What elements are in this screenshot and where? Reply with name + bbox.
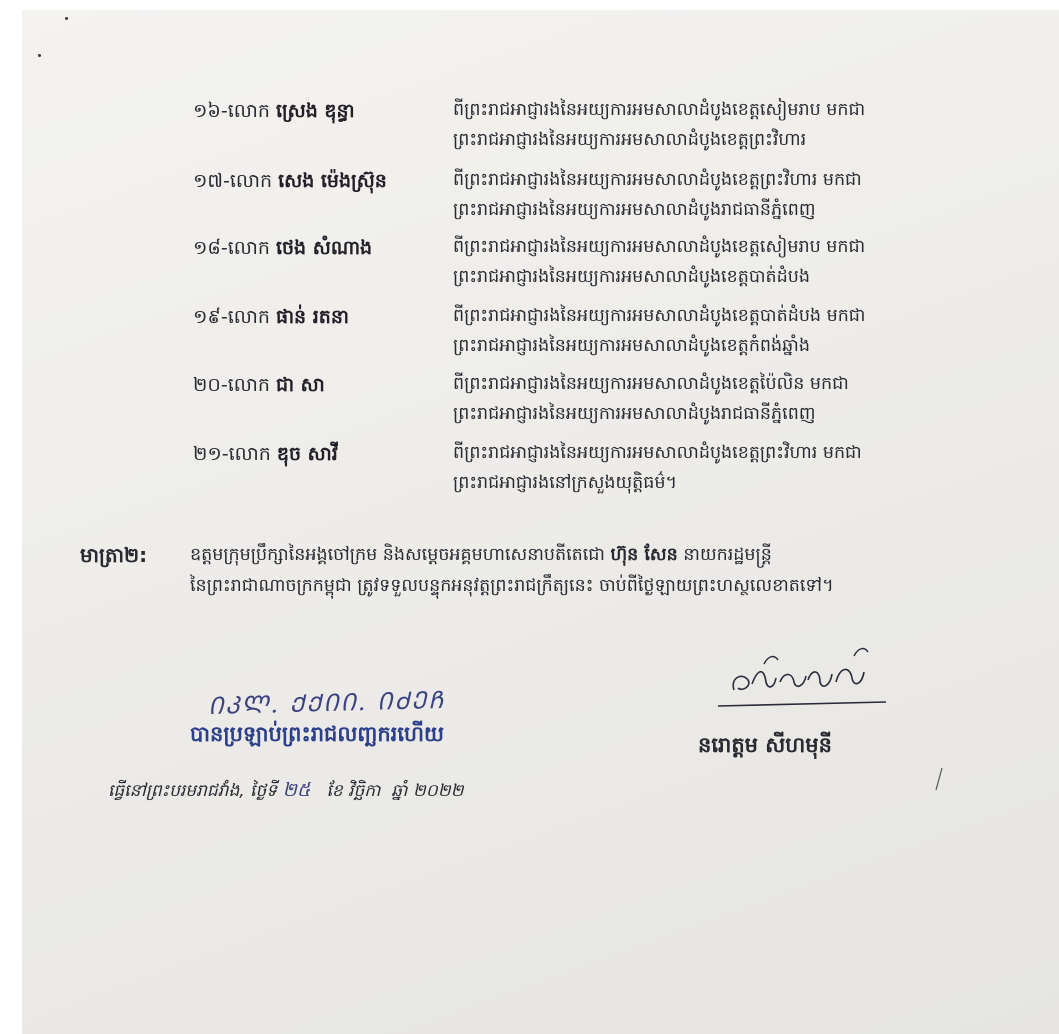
entry-number: ១៨- (193, 237, 228, 259)
entry-desc-line1: ពីព្រះរាជអាជ្ញារងនៃអយ្យការអមសាលាដំបូងខេត្តព្រះវិហារ មកជា (453, 170, 862, 190)
appointment-entry (193, 232, 993, 294)
entry-person-name: ជា សា (275, 374, 325, 396)
pen-mark-graphic (932, 766, 946, 792)
place-and-date (108, 778, 464, 806)
date-year: ឆ្នាំ ២០២២ (391, 781, 464, 801)
entry-desc-line2: ព្រះរាជអាជ្ញារងនៃអយ្យការអមសាលាដំបូងរាជធានីភ្នំពេញ (453, 404, 816, 424)
article-label: មាត្រា២: (80, 543, 148, 567)
paper-speck (65, 17, 68, 20)
entry-person-name: ស្រេង ឌុន្ធា (275, 100, 355, 122)
entry-title: លោក (227, 374, 270, 396)
entry-title: លោក (228, 443, 271, 465)
entry-number: ២០- (193, 374, 228, 396)
document-page (22, 10, 1059, 1034)
entry-desc-line1: ពីព្រះរាជអាជ្ញារងនៃអយ្យការអមសាលាដំបូងខេត្តសៀមរាប មកជា (453, 237, 866, 257)
article-body (190, 540, 1040, 602)
entry-number: ១៩- (193, 306, 228, 328)
entry-description (453, 438, 993, 498)
place-date-prefix: ធ្វើនៅព្រះបរមរាជវាំង, ថ្ងៃទី (108, 781, 278, 801)
entry-desc-line2: ព្រះរាជអាជ្ញារងនៅក្រសួងយុត្តិធម៌។ (453, 473, 678, 493)
royal-signature-graphic (712, 638, 892, 716)
paper-speck (38, 54, 41, 57)
entry-number: ១៧- (193, 170, 230, 192)
article-line1-end: នាយករដ្ឋមន្ត្រី (677, 545, 772, 565)
article-highlight-name: ហ៊ុន សែន (610, 545, 678, 565)
entry-number: ១៦- (193, 100, 228, 122)
article-line1 (190, 540, 1040, 571)
article-line1-start: ឧត្តមក្រុមប្រឹក្សានៃអង្គចៅក្រម និងសម្តេចអគ្គមហាសេនាបតីតេជោ (190, 545, 611, 565)
entry-desc-line2: ព្រះរាជអាជ្ញារងនៃអយ្យការអមសាលាដំបូងខេត្តព្រះវិហារ (453, 130, 807, 150)
entry-name-line (193, 305, 349, 329)
entry-desc-line2: ព្រះរាជអាជ្ញារងនៃអយ្យការអមសាលាដំបូងរាជធានីភ្នំពេញ (453, 200, 816, 220)
appointment-entry (193, 369, 993, 431)
signer-name: នរោត្តម សីហមុនី (698, 733, 832, 757)
entry-person-name: ឌុច សាវី (276, 443, 338, 465)
entry-desc-line1: ពីព្រះរាជអាជ្ញារងនៃអយ្យការអមសាលាដំបូងខេត្តប៉ៃលិន មកជា (453, 374, 849, 394)
date-month: ខែ វិច្ឆិកា (326, 781, 381, 801)
entry-description (453, 301, 993, 361)
appointment-entry (193, 95, 993, 157)
entry-desc-line2: ព្រះរាជអាជ្ញារងនៃអយ្យការអមសាលាដំបូងខេត្តបាត់ដំបង (453, 267, 810, 287)
entry-description (453, 165, 993, 225)
appointment-entry (193, 165, 993, 227)
appointment-entry (193, 301, 993, 363)
entry-name-line (193, 236, 372, 260)
handwritten-day: ២៥ (282, 779, 311, 801)
entry-number: ២១- (193, 443, 229, 465)
entry-name-line (193, 373, 325, 397)
entry-description (453, 95, 993, 155)
entry-person-name: សេង ម៉េងស្រ៊ុន (278, 170, 387, 192)
entry-desc-line1: ពីព្រះរាជអាជ្ញារងនៃអយ្យការអមសាលាដំបូងខេត្តសៀមរាប មកជា (453, 100, 866, 120)
entry-title: លោក (227, 237, 270, 259)
entry-title: លោក (229, 170, 273, 192)
appointment-entry (193, 438, 993, 500)
entry-description (453, 232, 993, 292)
handwritten-registration-number: ᲘᲙᲚ. ᲥᲥᲘᲘ. ᲘᲫᲔᲩ (207, 685, 446, 721)
promulgation-stamp-text: បានប្រឡាប់ព្រះរាជលញ្ឆករហើយ (190, 722, 444, 746)
entry-description (453, 369, 993, 429)
entry-desc-line1: ពីព្រះរាជអាជ្ញារងនៃអយ្យការអមសាលាដំបូងខេត្តបាត់ដំបង មកជា (453, 306, 866, 326)
entry-person-name: ផាន់ រតនា (275, 306, 349, 328)
article-line2: នៃព្រះរាជាណាចក្រកម្ពុជា ត្រូវទទួលបន្ទុកអនុវត្តព្រះរាជក្រឹត្យនេះ ចាប់ពីថ្ងៃឡាយព្រះហស្ថលេខាតទៅ។ (190, 576, 834, 596)
entry-title: លោក (227, 306, 270, 328)
entry-name-line (193, 442, 338, 466)
entry-name-line (193, 169, 387, 193)
entry-name-line (193, 99, 355, 123)
entry-desc-line1: ពីព្រះរាជអាជ្ញារងនៃអយ្យការអមសាលាដំបូងខេត្តព្រះវិហារ មកជា (453, 443, 862, 463)
entry-desc-line2: ព្រះរាជអាជ្ញារងនៃអយ្យការអមសាលាដំបូងខេត្តកំពង់ឆ្នាំង (453, 336, 810, 356)
entry-title: លោក (227, 100, 270, 122)
entry-person-name: ថេង សំណាង (275, 237, 373, 259)
